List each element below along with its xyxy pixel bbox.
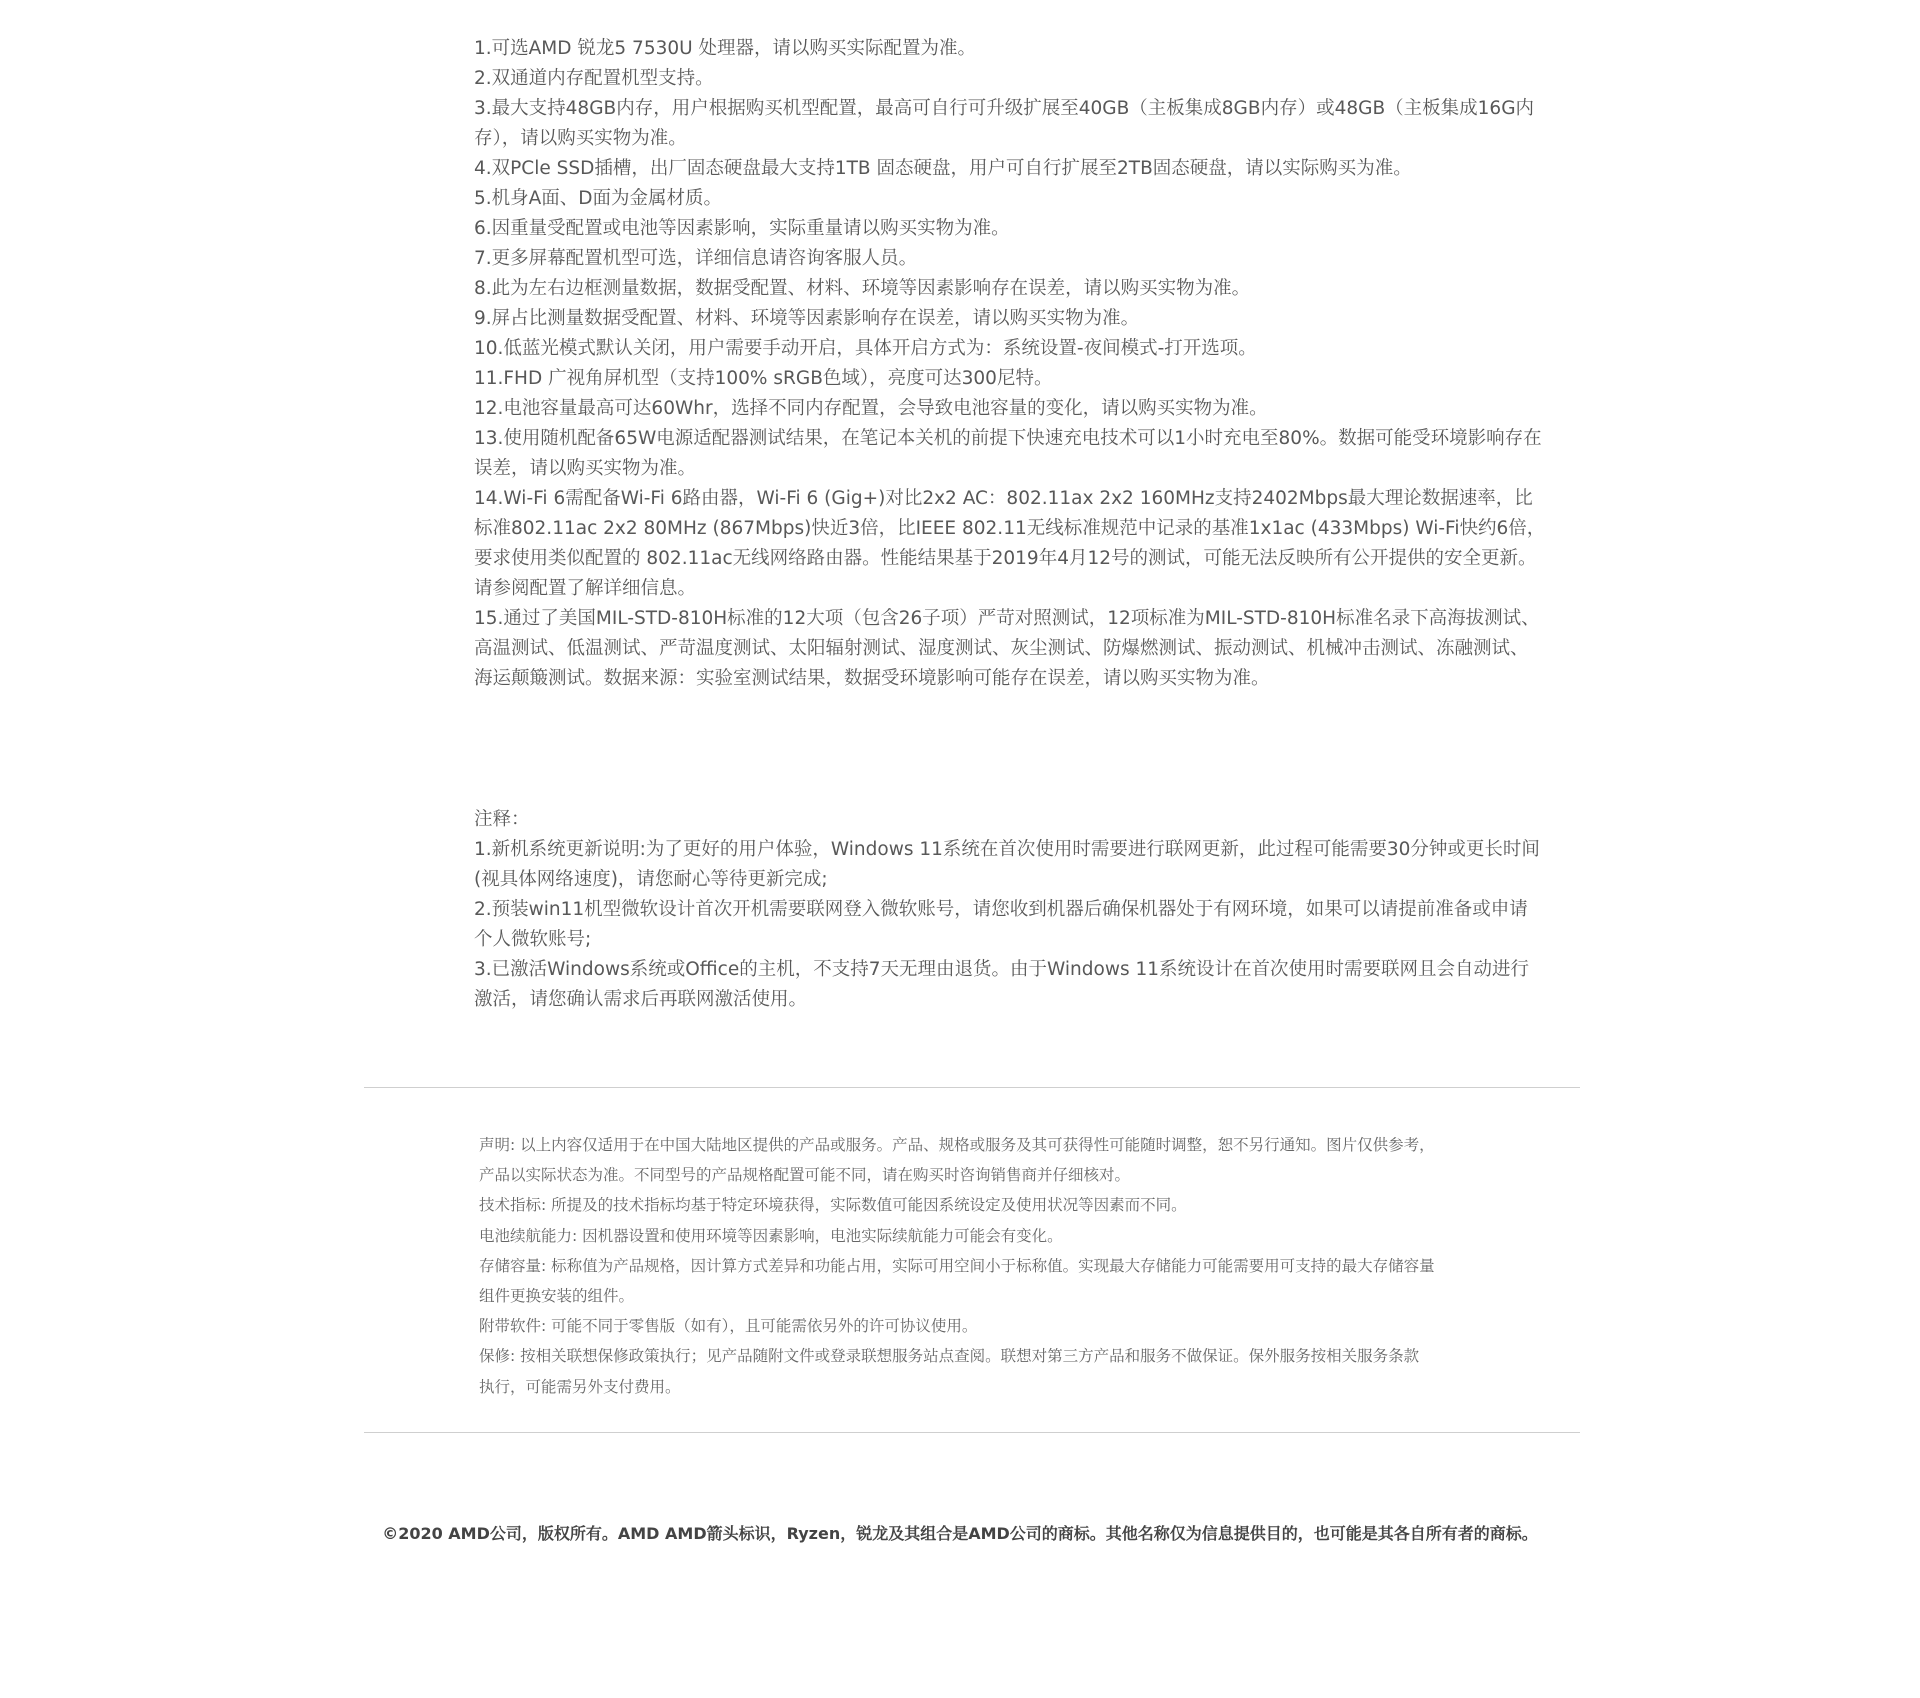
footnote-item: 6.因重量受配置或电池等因素影响，实际重量请以购买实物为准。 bbox=[474, 218, 1010, 239]
disclaimer-line: 执行，可能需另外支付费用。 bbox=[479, 1377, 681, 1396]
annotation-item: 3.已激活Windows系统或Office的主机，不支持7天无理由退货。由于Windows 11系统设计在首次使用时需要联网且会自动进行激活，请您确认需求后再联网激活使用。 bbox=[474, 959, 1530, 1010]
divider-top bbox=[364, 1087, 1580, 1088]
footnote-item: 3.最大支持48GB内存，用户根据购买机型配置，最高可自行可升级扩展至40GB（主板集成8GB内存）或48GB（主板集成16G内存），请以购买实物为准。 bbox=[474, 98, 1535, 149]
footnote-item: 14.Wi-Fi 6需配备Wi-Fi 6路由器，Wi-Fi 6 (Gig+)对比2x2 AC：802.11ax 2x2 160MHz支持2402Mbps最大理论数据速率，比标准802.11ac 2x2 80MHz (867Mbps)快近3倍，比IEEE 802.11无线标准规范中记录的基准1x1ac (433Mbps) Wi-Fi快约6倍，要求使用类似配置的 802.11ac无线网络路由器。性能结果基于2019年4月12号的测试，可能无法反映所有公开提供的安全更新。请参阅配置了解详细信息。 bbox=[474, 488, 1546, 599]
footnote-item: 11.FHD 广视角屏机型（支持100% sRGB色域），亮度可达300尼特。 bbox=[474, 368, 1053, 389]
disclaimer-line: 存储容量: 标称值为产品规格，因计算方式差异和功能占用，实际可用空间小于标称值。实现最大存储能力可能需要用可支持的最大存储容量 bbox=[479, 1256, 1435, 1275]
annotations-section bbox=[474, 805, 1546, 1015]
disclaimer-line: 保修: 按相关联想保修政策执行；见产品随附文件或登录联想服务站点查阅。联想对第三方产品和服务不做保证。保外服务按相关服务条款 bbox=[479, 1347, 1420, 1366]
footnote-item: 1.可选AMD 锐龙5 7530U 处理器，请以购买实际配置为准。 bbox=[474, 38, 977, 59]
disclaimer-line: 组件更换安装的组件。 bbox=[479, 1287, 635, 1306]
copyright-notice: ©2020 AMD公司，版权所有。AMD AMD箭头标识，Ryzen，锐龙及其组合是AMD公司的商标。其他名称仅为信息提供目的，也可能是其各自所有者的商标。 bbox=[382, 1524, 1538, 1543]
footnotes-list bbox=[474, 34, 1546, 694]
disclaimer-line: 声明: 以上内容仅适用于在中国大陆地区提供的产品或服务。产品、规格或服务及其可获得性可能随时调整，恕不另行通知。图片仅供参考， bbox=[479, 1136, 1435, 1154]
footnote-item: 4.双PCle SSD插槽，出厂固态硬盘最大支持1TB 固态硬盘，用户可自行扩展至2TB固态硬盘，请以实际购买为准。 bbox=[474, 158, 1412, 179]
annotations-heading: 注释： bbox=[474, 809, 530, 830]
footnote-item: 13.使用随机配备65W电源适配器测试结果，在笔记本关机的前提下快速充电技术可以1小时充电至80%。数据可能受环境影响存在误差，请以购买实物为准。 bbox=[474, 428, 1542, 479]
footnote-item: 10.低蓝光模式默认关闭，用户需要手动开启，具体开启方式为：系统设置-夜间模式-打开选项。 bbox=[474, 338, 1257, 359]
disclaimer-line: 产品以实际状态为准。不同型号的产品规格配置可能不同，请在购买时咨询销售商并仔细核对。 bbox=[479, 1166, 1131, 1185]
footnote-item: 2.双通道内存配置机型支持。 bbox=[474, 68, 714, 89]
annotation-item: 2.预装win11机型微软设计首次开机需要联网登入微软账号，请您收到机器后确保机器处于有网环境，如果可以请提前准备或申请个人微软账号; bbox=[474, 899, 1528, 950]
annotation-item: 1.新机系统更新说明:为了更好的用户体验，Windows 11系统在首次使用时需要进行联网更新，此过程可能需要30分钟或更长时间(视具体网络速度)，请您耐心等待更新完成; bbox=[474, 839, 1540, 890]
footnote-item: 9.屏占比测量数据受配置、材料、环境等因素影响存在误差，请以购买实物为准。 bbox=[474, 308, 1140, 329]
footnote-item: 15.通过了美国MIL-STD-810H标准的12大项（包含26子项）严苛对照测试，12项标准为MIL-STD-810H标准名录下高海拔测试、高温测试、低温测试、严苛温度测试、太阳辐射测试、湿度测试、灰尘测试、防爆燃测试、振动测试、机械冲击测试、冻融测试、海运颠簸测试。数据来源：实验室测试结果，数据受环境影响可能存在误差，请以购买实物为准。 bbox=[474, 608, 1540, 689]
disclaimer-line: 技术指标: 所提及的技术指标均基于特定环境获得，实际数值可能因系统设定及使用状况等因素而不同。 bbox=[479, 1196, 1187, 1215]
footnote-item: 12.电池容量最高可达60Whr，选择不同内存配置，会导致电池容量的变化，请以购买实物为准。 bbox=[474, 398, 1268, 419]
footnote-item: 8.此为左右边框测量数据，数据受配置、材料、环境等因素影响存在误差，请以购买实物为准。 bbox=[474, 278, 1251, 299]
disclaimer-list bbox=[479, 1130, 1499, 1402]
footnote-item: 5.机身A面、D面为金属材质。 bbox=[474, 188, 723, 209]
footnote-item: 7.更多屏幕配置机型可选，详细信息请咨询客服人员。 bbox=[474, 248, 918, 269]
disclaimer-line: 电池续航能力: 因机器设置和使用环境等因素影响，电池实际续航能力可能会有变化。 bbox=[479, 1226, 1063, 1245]
annotations-list bbox=[474, 835, 1546, 1015]
disclaimer-line: 附带软件: 可能不同于零售版（如有），且可能需依另外的许可协议使用。 bbox=[479, 1317, 978, 1336]
divider-bottom bbox=[364, 1432, 1580, 1433]
